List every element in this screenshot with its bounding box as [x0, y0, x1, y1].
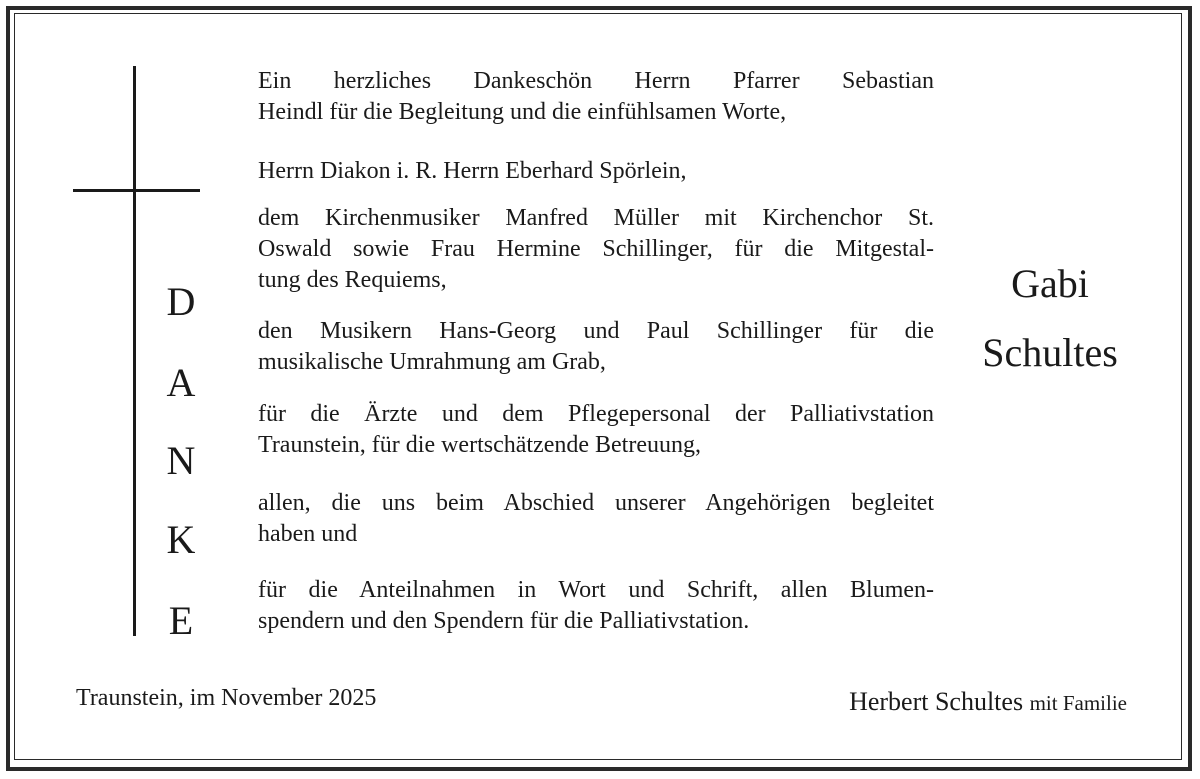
- text-line: tung des Requiems,: [258, 267, 447, 293]
- text-line: für die Anteilnahmen in Wort und Schrift, allen Blumen-: [258, 577, 934, 603]
- danke-letter: N: [166, 438, 196, 483]
- danke-letter: E: [168, 598, 194, 643]
- text-line: den Musikern Hans-Georg und Paul Schillinger für die: [258, 318, 934, 344]
- text-line: Heindl für die Begleitung und die einfühlsamen Worte,: [258, 99, 787, 125]
- text-line: dem Kirchenmusiker Manfred Müller mit Kirchenchor St.: [258, 205, 934, 231]
- thanks-paragraph-deacon: [258, 156, 934, 187]
- thanks-paragraph-condolences: [258, 575, 934, 637]
- text-line: spendern und den Spendern für die Palliativstation.: [258, 608, 750, 634]
- danke-letter: A: [166, 360, 196, 405]
- signature-name: Herbert Schultes: [849, 687, 1024, 716]
- danke-letter: K: [166, 517, 196, 562]
- signature-suffix: mit Familie: [1029, 691, 1127, 715]
- place-and-date: Traunstein, im November 2025: [76, 685, 377, 711]
- text-line: für die Ärzte und dem Pflegepersonal der Palliativstation: [258, 401, 934, 427]
- signature: [849, 687, 1127, 718]
- thanks-paragraph-palliative-staff: [258, 399, 934, 461]
- text-line: musikalische Umrahmung am Grab,: [258, 349, 606, 375]
- text-line: Traunstein, für die wertschätzende Betreuung,: [258, 432, 701, 458]
- danke-letter: D: [166, 279, 196, 324]
- thanks-paragraph-pastor: [258, 66, 934, 128]
- text-line: Herrn Diakon i. R. Herrn Eberhard Spörlein,: [258, 158, 687, 184]
- cross-horizontal-bar: [73, 189, 200, 192]
- text-line: Ein herzliches Dankeschön Herrn Pfarrer Sebastian: [258, 68, 934, 94]
- text-line: Oswald sowie Frau Hermine Schillinger, für die Mitgestal-: [258, 236, 934, 262]
- deceased-first-name: Gabi: [1011, 261, 1089, 306]
- text-line: haben und: [258, 521, 358, 547]
- thanks-paragraph-musicians: [258, 316, 934, 378]
- deceased-last-name: Schultes: [982, 330, 1118, 375]
- cross-vertical-bar: [133, 66, 136, 636]
- text-line: allen, die uns beim Abschied unserer Angehörigen begleitet: [258, 490, 934, 516]
- thanks-paragraph-church-musician: [258, 203, 934, 296]
- thanks-paragraph-companions: [258, 488, 934, 550]
